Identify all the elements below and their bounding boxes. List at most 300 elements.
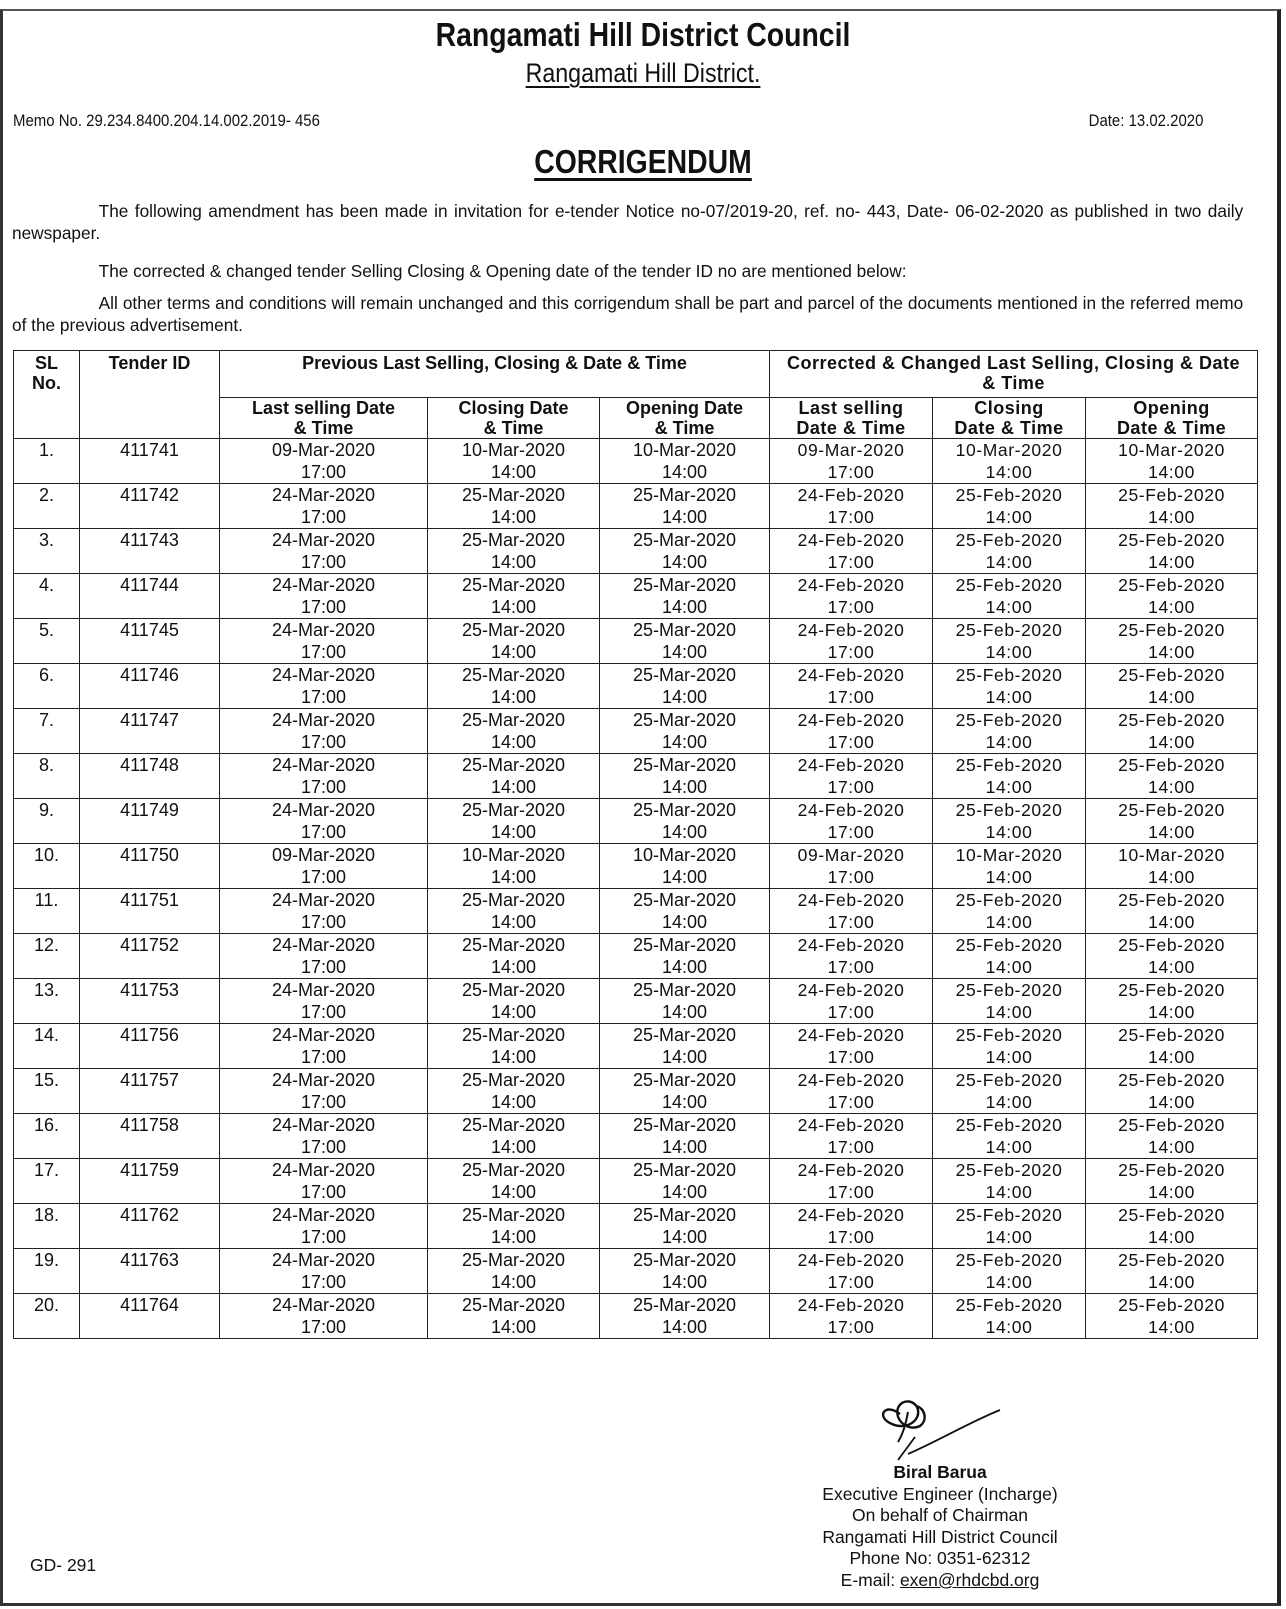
cell-time: 17:00 — [827, 1182, 875, 1202]
cell-tender-id: 411749 — [80, 799, 220, 844]
cell-sl-no: 13. — [14, 979, 80, 1024]
cell-time: 14:00 — [661, 1137, 708, 1157]
cell-sl-no: 1. — [14, 439, 80, 484]
cell-date: 25-Mar-2020 — [632, 620, 737, 640]
cell-date: 25-Feb-2020 — [955, 1205, 1063, 1225]
cell-date: 25-Feb-2020 — [1118, 800, 1225, 820]
cell-date: 25-Feb-2020 — [1118, 935, 1225, 955]
table-row — [14, 574, 1258, 619]
cell-time: 14:00 — [490, 642, 537, 662]
cell-time: 17:00 — [827, 957, 875, 977]
cell-time: 14:00 — [661, 1002, 708, 1022]
cell-time: 14:00 — [1148, 552, 1195, 572]
signatory-name: Biral Barua — [893, 1462, 987, 1482]
cell-time: 17:00 — [300, 462, 347, 482]
cell-time: 14:00 — [661, 462, 708, 482]
cell-time: 14:00 — [490, 1092, 537, 1112]
cell-prev-opening — [600, 1069, 770, 1114]
table-row — [14, 439, 1258, 484]
cell-prev-closing — [428, 484, 600, 529]
header-prev-closing-l1: Closing Date — [458, 398, 569, 418]
cell-date: 25-Feb-2020 — [1118, 1025, 1225, 1045]
table-row — [14, 799, 1258, 844]
cell-sl-no: 20. — [14, 1294, 80, 1339]
cell-time: 14:00 — [1148, 912, 1195, 932]
cell-time: 14:00 — [985, 687, 1033, 707]
cell-date: 24-Mar-2020 — [271, 800, 376, 820]
cell-prev-last-selling — [220, 439, 428, 484]
cell-time: 17:00 — [827, 507, 875, 527]
cell-time: 14:00 — [661, 597, 708, 617]
cell-prev-last-selling — [220, 529, 428, 574]
cell-time: 17:00 — [300, 597, 347, 617]
cell-time: 14:00 — [985, 1137, 1033, 1157]
cell-time: 14:00 — [490, 867, 537, 887]
cell-time: 14:00 — [490, 1137, 537, 1157]
table-row — [14, 1159, 1258, 1204]
cell-time: 17:00 — [300, 867, 347, 887]
cell-time: 14:00 — [1148, 732, 1195, 752]
cell-prev-last-selling — [220, 889, 428, 934]
cell-sl-no: 2. — [14, 484, 80, 529]
cell-prev-opening — [600, 1294, 770, 1339]
cell-date: 24-Mar-2020 — [271, 980, 376, 1000]
cell-prev-closing — [428, 1204, 600, 1249]
cell-corr-last-selling — [770, 844, 933, 889]
cell-date: 24-Feb-2020 — [797, 755, 905, 775]
cell-tender-id: 411741 — [80, 439, 220, 484]
cell-corr-closing — [933, 1249, 1086, 1294]
cell-date: 24-Mar-2020 — [271, 1295, 376, 1315]
header-sl-line1: SL — [34, 353, 58, 373]
cell-date: 24-Feb-2020 — [797, 1070, 905, 1090]
table-row — [14, 1294, 1258, 1339]
cell-time: 17:00 — [300, 777, 347, 797]
cell-date: 25-Mar-2020 — [461, 1070, 566, 1090]
cell-time: 14:00 — [661, 1182, 708, 1202]
cell-corr-opening — [1086, 889, 1258, 934]
cell-date: 25-Mar-2020 — [461, 980, 566, 1000]
cell-date: 24-Mar-2020 — [271, 935, 376, 955]
cell-corr-closing — [933, 1114, 1086, 1159]
table-row — [14, 1069, 1258, 1114]
cell-time: 14:00 — [661, 867, 708, 887]
header-corr-last-selling — [770, 398, 933, 439]
cell-time: 14:00 — [1148, 777, 1195, 797]
cell-date: 25-Mar-2020 — [632, 935, 737, 955]
header-prev-last-selling — [220, 398, 428, 439]
cell-prev-last-selling — [220, 1024, 428, 1069]
cell-time: 17:00 — [300, 1047, 347, 1067]
cell-time: 17:00 — [827, 1002, 875, 1022]
cell-prev-opening — [600, 1204, 770, 1249]
cell-date: 10-Mar-2020 — [1118, 440, 1225, 460]
cell-time: 14:00 — [985, 642, 1033, 662]
cell-date: 25-Feb-2020 — [955, 800, 1063, 820]
table-row — [14, 979, 1258, 1024]
table-row — [14, 619, 1258, 664]
cell-prev-last-selling — [220, 1294, 428, 1339]
cell-corr-last-selling — [770, 1114, 933, 1159]
cell-prev-last-selling — [220, 1159, 428, 1204]
cell-time: 14:00 — [490, 732, 537, 752]
cell-time: 14:00 — [985, 507, 1033, 527]
cell-prev-opening — [600, 439, 770, 484]
cell-date: 25-Feb-2020 — [955, 485, 1063, 505]
cell-corr-opening — [1086, 934, 1258, 979]
cell-date: 25-Feb-2020 — [1118, 485, 1225, 505]
header-sl — [14, 351, 80, 439]
cell-date: 25-Mar-2020 — [632, 665, 737, 685]
cell-corr-last-selling — [770, 1159, 933, 1204]
cell-time: 14:00 — [490, 687, 537, 707]
cell-date: 09-Mar-2020 — [271, 440, 376, 460]
cell-date: 24-Mar-2020 — [271, 1070, 376, 1090]
cell-time: 14:00 — [985, 957, 1033, 977]
cell-date: 10-Mar-2020 — [1118, 845, 1225, 865]
cell-time: 14:00 — [490, 507, 537, 527]
cell-time: 14:00 — [1148, 1002, 1195, 1022]
cell-time: 17:00 — [300, 1137, 347, 1157]
cell-tender-id: 411752 — [80, 934, 220, 979]
cell-prev-closing — [428, 889, 600, 934]
signatory-organization: Rangamati Hill District Council — [822, 1526, 1058, 1547]
header-corr-opening-l1: Opening — [1133, 398, 1210, 418]
cell-time: 17:00 — [827, 1047, 875, 1067]
cell-time: 14:00 — [1148, 642, 1195, 662]
cell-date: 10-Mar-2020 — [955, 845, 1063, 865]
reference-code: GD- 291 — [30, 1555, 97, 1575]
cell-time: 14:00 — [490, 597, 537, 617]
cell-date: 25-Mar-2020 — [461, 1250, 566, 1270]
cell-prev-opening — [600, 979, 770, 1024]
tender-table-body — [14, 439, 1258, 1339]
header-corr-closing — [933, 398, 1086, 439]
cell-corr-opening — [1086, 1069, 1258, 1114]
cell-date: 25-Mar-2020 — [461, 575, 566, 595]
cell-date: 10-Mar-2020 — [632, 440, 737, 460]
cell-time: 14:00 — [661, 507, 708, 527]
district-subtitle — [90, 58, 1196, 89]
cell-time: 14:00 — [985, 777, 1033, 797]
table-row — [14, 709, 1258, 754]
cell-sl-no: 14. — [14, 1024, 80, 1069]
cell-prev-opening — [600, 1024, 770, 1069]
cell-date: 25-Mar-2020 — [461, 890, 566, 910]
cell-corr-opening — [1086, 1159, 1258, 1204]
cell-date: 24-Mar-2020 — [271, 890, 376, 910]
table-row — [14, 529, 1258, 574]
cell-date: 25-Mar-2020 — [632, 1115, 737, 1135]
signatory-email-line — [780, 1570, 1100, 1592]
cell-corr-opening — [1086, 1294, 1258, 1339]
header-corr-opening — [1086, 398, 1258, 439]
cell-prev-last-selling — [220, 934, 428, 979]
cell-corr-opening — [1086, 484, 1258, 529]
cell-time: 14:00 — [985, 552, 1033, 572]
cell-prev-opening — [600, 619, 770, 664]
cell-tender-id: 411742 — [80, 484, 220, 529]
cell-prev-opening — [600, 1159, 770, 1204]
header-previous-group: Previous Last Selling, Closing & Date & Time — [220, 351, 770, 398]
cell-tender-id: 411756 — [80, 1024, 220, 1069]
cell-time: 17:00 — [300, 957, 347, 977]
cell-time: 14:00 — [661, 552, 708, 572]
cell-corr-last-selling — [770, 1249, 933, 1294]
cell-time: 14:00 — [985, 597, 1033, 617]
cell-sl-no: 7. — [14, 709, 80, 754]
cell-prev-last-selling — [220, 664, 428, 709]
cell-prev-closing — [428, 619, 600, 664]
table-row — [14, 1114, 1258, 1159]
cell-time: 17:00 — [827, 642, 875, 662]
cell-corr-opening — [1086, 844, 1258, 889]
cell-tender-id: 411745 — [80, 619, 220, 664]
cell-corr-closing — [933, 979, 1086, 1024]
cell-corr-opening — [1086, 1114, 1258, 1159]
cell-date: 24-Feb-2020 — [797, 710, 905, 730]
cell-prev-opening — [600, 574, 770, 619]
cell-corr-last-selling — [770, 1294, 933, 1339]
cell-corr-closing — [933, 664, 1086, 709]
cell-corr-closing — [933, 934, 1086, 979]
cell-prev-last-selling — [220, 1204, 428, 1249]
cell-tender-id: 411747 — [80, 709, 220, 754]
table-row — [14, 664, 1258, 709]
cell-date: 25-Feb-2020 — [955, 710, 1063, 730]
cell-date: 24-Mar-2020 — [271, 485, 376, 505]
table-row — [14, 934, 1258, 979]
cell-corr-closing — [933, 1294, 1086, 1339]
email-link[interactable]: exen@rhdcbd.org — [899, 1569, 1040, 1590]
cell-corr-opening — [1086, 754, 1258, 799]
cell-date: 25-Feb-2020 — [1118, 980, 1225, 1000]
cell-corr-opening — [1086, 619, 1258, 664]
cell-date: 25-Mar-2020 — [461, 1115, 566, 1135]
cell-time: 14:00 — [1148, 1047, 1195, 1067]
cell-sl-no: 19. — [14, 1249, 80, 1294]
cell-time: 14:00 — [985, 1227, 1033, 1247]
cell-sl-no: 4. — [14, 574, 80, 619]
cell-corr-closing — [933, 439, 1086, 484]
cell-corr-closing — [933, 709, 1086, 754]
cell-date: 25-Mar-2020 — [461, 800, 566, 820]
cell-time: 17:00 — [827, 1137, 875, 1157]
cell-sl-no: 16. — [14, 1114, 80, 1159]
cell-time: 14:00 — [490, 1047, 537, 1067]
cell-tender-id: 411750 — [80, 844, 220, 889]
cell-prev-closing — [428, 574, 600, 619]
cell-date: 25-Mar-2020 — [632, 575, 737, 595]
cell-tender-id: 411743 — [80, 529, 220, 574]
cell-date: 25-Feb-2020 — [955, 935, 1063, 955]
cell-sl-no: 18. — [14, 1204, 80, 1249]
cell-date: 09-Mar-2020 — [271, 845, 376, 865]
header-corr-opening-l2: Date & Time — [1116, 418, 1227, 438]
cell-prev-opening — [600, 1114, 770, 1159]
cell-date: 25-Feb-2020 — [955, 755, 1063, 775]
cell-date: 25-Mar-2020 — [461, 485, 566, 505]
cell-time: 14:00 — [985, 732, 1033, 752]
cell-corr-closing — [933, 1204, 1086, 1249]
table-row — [14, 844, 1258, 889]
cell-date: 25-Feb-2020 — [955, 620, 1063, 640]
cell-time: 14:00 — [1148, 507, 1195, 527]
cell-date: 25-Mar-2020 — [461, 530, 566, 550]
signature-icon — [780, 1392, 1100, 1462]
cell-corr-last-selling — [770, 889, 933, 934]
cell-tender-id: 411758 — [80, 1114, 220, 1159]
cell-date: 25-Feb-2020 — [1118, 530, 1225, 550]
cell-time: 14:00 — [1148, 822, 1195, 842]
cell-time: 14:00 — [661, 732, 708, 752]
cell-prev-last-selling — [220, 619, 428, 664]
signatory-on-behalf: On behalf of Chairman — [851, 1505, 1029, 1526]
cell-sl-no: 6. — [14, 664, 80, 709]
cell-prev-opening — [600, 1249, 770, 1294]
cell-date: 25-Feb-2020 — [955, 1025, 1063, 1045]
cell-time: 14:00 — [1148, 1137, 1195, 1157]
cell-time: 14:00 — [1148, 1272, 1195, 1292]
cell-corr-last-selling — [770, 529, 933, 574]
cell-corr-opening — [1086, 664, 1258, 709]
cell-date: 25-Feb-2020 — [1118, 1295, 1225, 1315]
cell-time: 14:00 — [1148, 462, 1195, 482]
cell-time: 14:00 — [661, 687, 708, 707]
cell-sl-no: 15. — [14, 1069, 80, 1114]
cell-time: 14:00 — [985, 822, 1033, 842]
cell-date: 24-Feb-2020 — [797, 485, 905, 505]
cell-prev-opening — [600, 529, 770, 574]
cell-time: 14:00 — [490, 1182, 537, 1202]
cell-date: 25-Mar-2020 — [632, 1205, 737, 1225]
cell-date: 24-Mar-2020 — [271, 710, 376, 730]
cell-time: 17:00 — [300, 1092, 347, 1112]
cell-time: 14:00 — [490, 822, 537, 842]
cell-corr-opening — [1086, 574, 1258, 619]
cell-tender-id: 411763 — [80, 1249, 220, 1294]
cell-corr-closing — [933, 844, 1086, 889]
cell-date: 24-Mar-2020 — [271, 1025, 376, 1045]
cell-corr-closing — [933, 619, 1086, 664]
cell-time: 17:00 — [300, 552, 347, 572]
cell-time: 14:00 — [490, 552, 537, 572]
cell-date: 24-Mar-2020 — [271, 530, 376, 550]
paragraph-amendment-text: The following amendment has been made in invitation for e-tender Notice no-07/2019-20, ref. no- 443, Date- 06-02-2020 as published in two daily newspaper. — [12, 201, 1244, 243]
cell-sl-no: 8. — [14, 754, 80, 799]
cell-corr-closing — [933, 574, 1086, 619]
cell-time: 17:00 — [827, 1272, 875, 1292]
cell-prev-closing — [428, 1114, 600, 1159]
table-row — [14, 754, 1258, 799]
cell-time: 14:00 — [985, 1182, 1033, 1202]
cell-time: 17:00 — [827, 597, 875, 617]
cell-corr-closing — [933, 1024, 1086, 1069]
cell-date: 25-Feb-2020 — [1118, 665, 1225, 685]
cell-prev-opening — [600, 844, 770, 889]
cell-time: 17:00 — [827, 732, 875, 752]
cell-time: 14:00 — [985, 912, 1033, 932]
cell-date: 25-Mar-2020 — [632, 1070, 737, 1090]
cell-corr-closing — [933, 754, 1086, 799]
cell-date: 25-Feb-2020 — [1118, 1160, 1225, 1180]
cell-time: 17:00 — [827, 777, 875, 797]
cell-date: 25-Mar-2020 — [632, 530, 737, 550]
cell-time: 14:00 — [490, 1002, 537, 1022]
cell-date: 24-Mar-2020 — [271, 1250, 376, 1270]
cell-date: 24-Feb-2020 — [797, 1295, 905, 1315]
cell-prev-last-selling — [220, 799, 428, 844]
table-header-row-group — [14, 351, 1258, 398]
cell-date: 25-Mar-2020 — [632, 890, 737, 910]
cell-prev-closing — [428, 1249, 600, 1294]
cell-date: 25-Feb-2020 — [955, 1115, 1063, 1135]
cell-time: 14:00 — [1148, 687, 1195, 707]
cell-time: 14:00 — [1148, 1317, 1195, 1337]
cell-time: 14:00 — [661, 1047, 708, 1067]
cell-time: 14:00 — [661, 1227, 708, 1247]
paragraph-amendment — [12, 200, 1243, 244]
cell-corr-opening — [1086, 709, 1258, 754]
header-prev-opening-l2: & Time — [654, 418, 715, 438]
cell-time: 14:00 — [490, 777, 537, 797]
cell-date: 24-Feb-2020 — [797, 530, 905, 550]
cell-date: 10-Mar-2020 — [461, 440, 566, 460]
cell-date: 25-Feb-2020 — [1118, 575, 1225, 595]
header-prev-closing-l2: & Time — [483, 418, 544, 438]
cell-date: 24-Feb-2020 — [797, 800, 905, 820]
cell-date: 24-Feb-2020 — [797, 1205, 905, 1225]
header-prev-last-selling-l2: & Time — [293, 418, 354, 438]
cell-date: 24-Mar-2020 — [271, 755, 376, 775]
table-row — [14, 1249, 1258, 1294]
cell-date: 25-Mar-2020 — [461, 755, 566, 775]
cell-time: 17:00 — [827, 1227, 875, 1247]
cell-time: 14:00 — [490, 1227, 537, 1247]
cell-date: 25-Feb-2020 — [1118, 1070, 1225, 1090]
header-prev-opening-l1: Opening Date — [626, 398, 744, 418]
cell-time: 14:00 — [985, 1047, 1033, 1067]
header-corr-closing-l2: Date & Time — [954, 418, 1064, 438]
table-row — [14, 1204, 1258, 1249]
cell-time: 14:00 — [661, 822, 708, 842]
district-subtitle-text: Rangamati Hill District. — [525, 58, 761, 88]
cell-date: 25-Feb-2020 — [1118, 1115, 1225, 1135]
cell-time: 17:00 — [300, 1272, 347, 1292]
cell-time: 14:00 — [661, 777, 708, 797]
cell-prev-opening — [600, 934, 770, 979]
cell-date: 25-Feb-2020 — [955, 575, 1063, 595]
cell-date: 24-Feb-2020 — [797, 1025, 905, 1045]
cell-date: 24-Mar-2020 — [271, 665, 376, 685]
cell-time: 17:00 — [827, 462, 875, 482]
cell-time: 14:00 — [661, 1272, 708, 1292]
cell-time: 14:00 — [985, 1092, 1033, 1112]
cell-time: 17:00 — [300, 912, 347, 932]
cell-date: 25-Mar-2020 — [632, 1250, 737, 1270]
cell-prev-last-selling — [220, 844, 428, 889]
cell-date: 25-Feb-2020 — [955, 1250, 1063, 1270]
cell-prev-last-selling — [220, 709, 428, 754]
cell-corr-last-selling — [770, 484, 933, 529]
cell-date: 25-Feb-2020 — [1118, 1250, 1225, 1270]
cell-date: 24-Feb-2020 — [797, 935, 905, 955]
header-corr-last-selling-l1: Last selling — [798, 398, 904, 418]
cell-corr-last-selling — [770, 574, 933, 619]
cell-corr-opening — [1086, 1024, 1258, 1069]
memo-number: Memo No. 29.234.8400.204.14.002.2019- 456 — [13, 111, 320, 130]
cell-time: 14:00 — [661, 1092, 708, 1112]
